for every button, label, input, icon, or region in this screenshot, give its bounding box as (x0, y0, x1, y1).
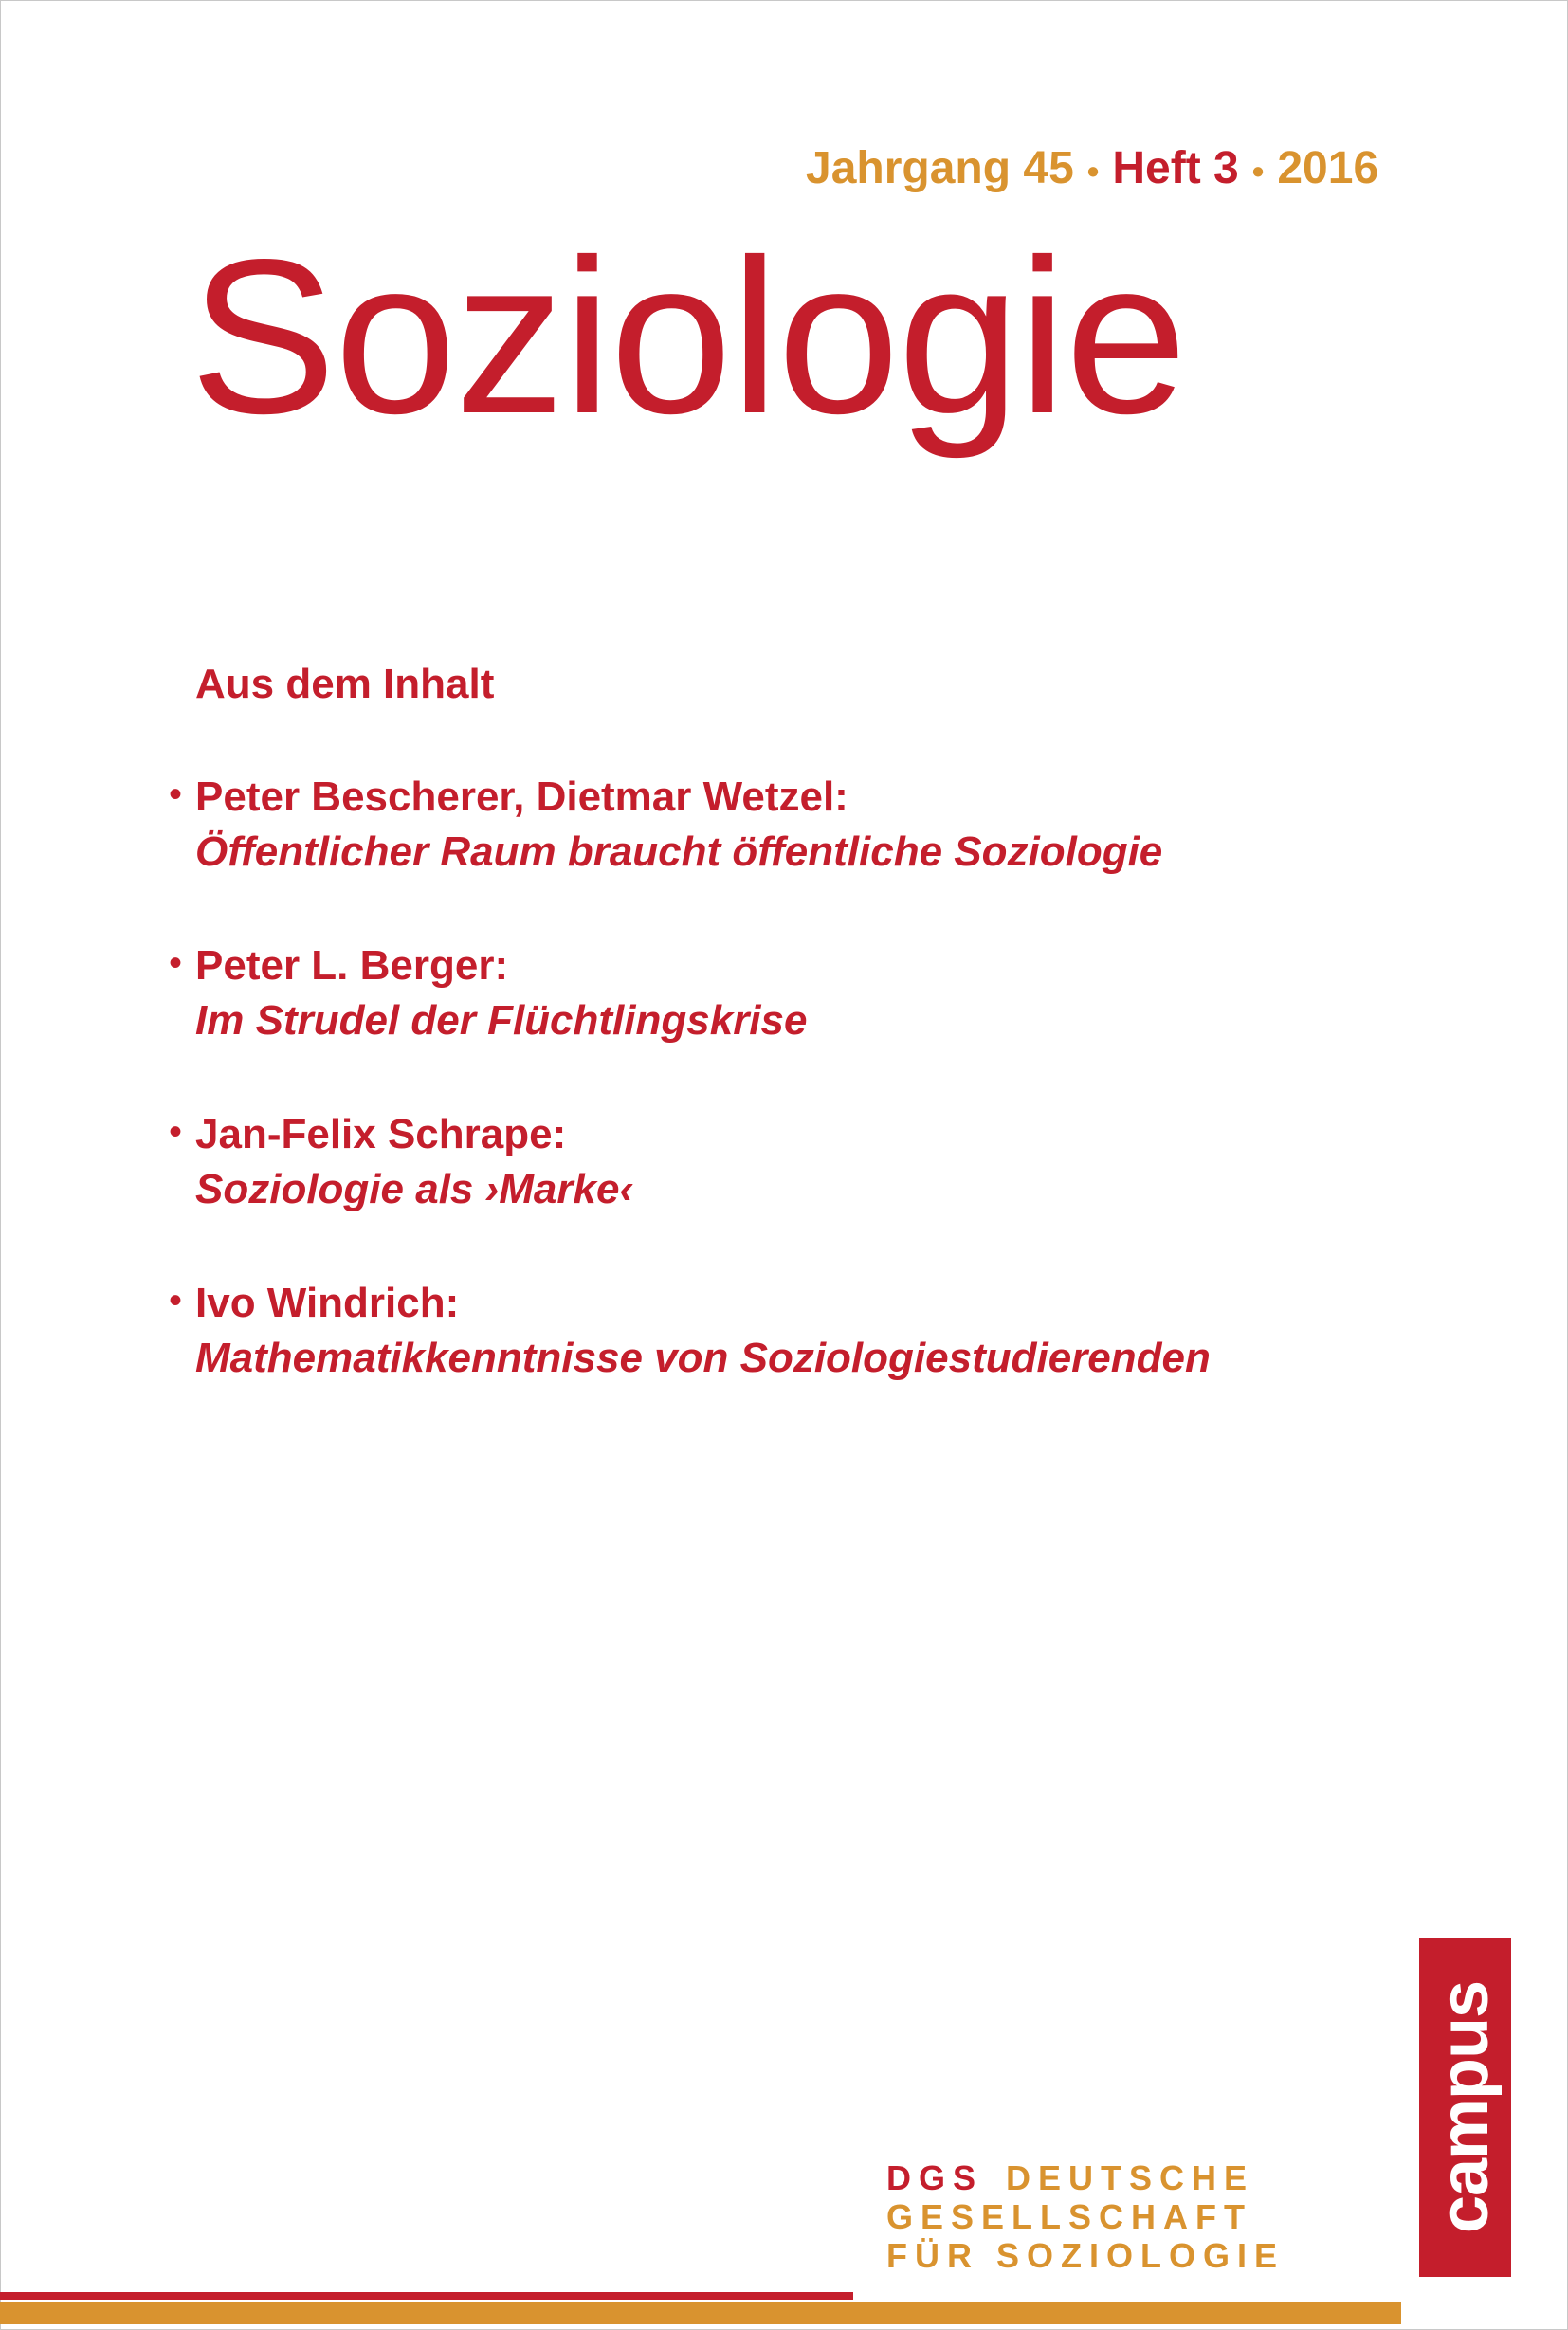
society-line-1 (886, 2158, 1285, 2197)
contents-entry (169, 1276, 1354, 1386)
bullet-icon: • (169, 1280, 183, 1321)
contents-heading: Aus dem Inhalt (195, 661, 495, 707)
society-name-line-1: DEUTSCHE (1006, 2158, 1255, 2197)
contents-entry (169, 1107, 1354, 1217)
journal-title: Soziologie (190, 214, 1186, 460)
entry-author: Peter L. Berger: (195, 942, 509, 989)
contents-entry (169, 938, 1354, 1048)
society-name-line-2: GESELLSCHAFT (886, 2197, 1253, 2236)
bullet-icon: • (169, 774, 183, 815)
footer-bar-orange (0, 2302, 1401, 2324)
entry-author: Ivo Windrich: (195, 1280, 460, 1326)
publisher-name: campus (1427, 1980, 1503, 2234)
issue-separator: • (1251, 152, 1265, 191)
contents-list (169, 770, 1354, 1445)
issue-info (806, 142, 1378, 194)
bullet-icon: • (169, 1111, 183, 1153)
contents-entry (169, 770, 1354, 880)
entry-title: Mathematikkenntnisse von Soziologiestudierenden (195, 1335, 1211, 1381)
issue-volume: Jahrgang 45 (806, 143, 1074, 193)
entry-title: Öffentlicher Raum braucht öffentliche Soziologie (195, 828, 1163, 875)
entry-author: Peter Bescherer, Dietmar Wetzel: (195, 774, 848, 820)
society-abbreviation: DGS (886, 2158, 984, 2197)
issue-separator: • (1086, 152, 1100, 191)
issue-year: 2016 (1277, 143, 1379, 193)
bullet-icon: • (169, 942, 183, 984)
publisher-logo (1419, 1938, 1511, 2277)
entry-title: Im Strudel der Flüchtlingskrise (195, 997, 808, 1044)
society-logo (886, 2158, 1285, 2275)
issue-number: Heft 3 (1112, 143, 1239, 193)
entry-author: Jan-Felix Schrape: (195, 1111, 567, 1157)
society-name-line-3: FÜR SOZIOLOGIE (886, 2236, 1285, 2275)
footer-bar-red (0, 2292, 853, 2300)
entry-title: Soziologie als ›Marke‹ (195, 1166, 634, 1212)
